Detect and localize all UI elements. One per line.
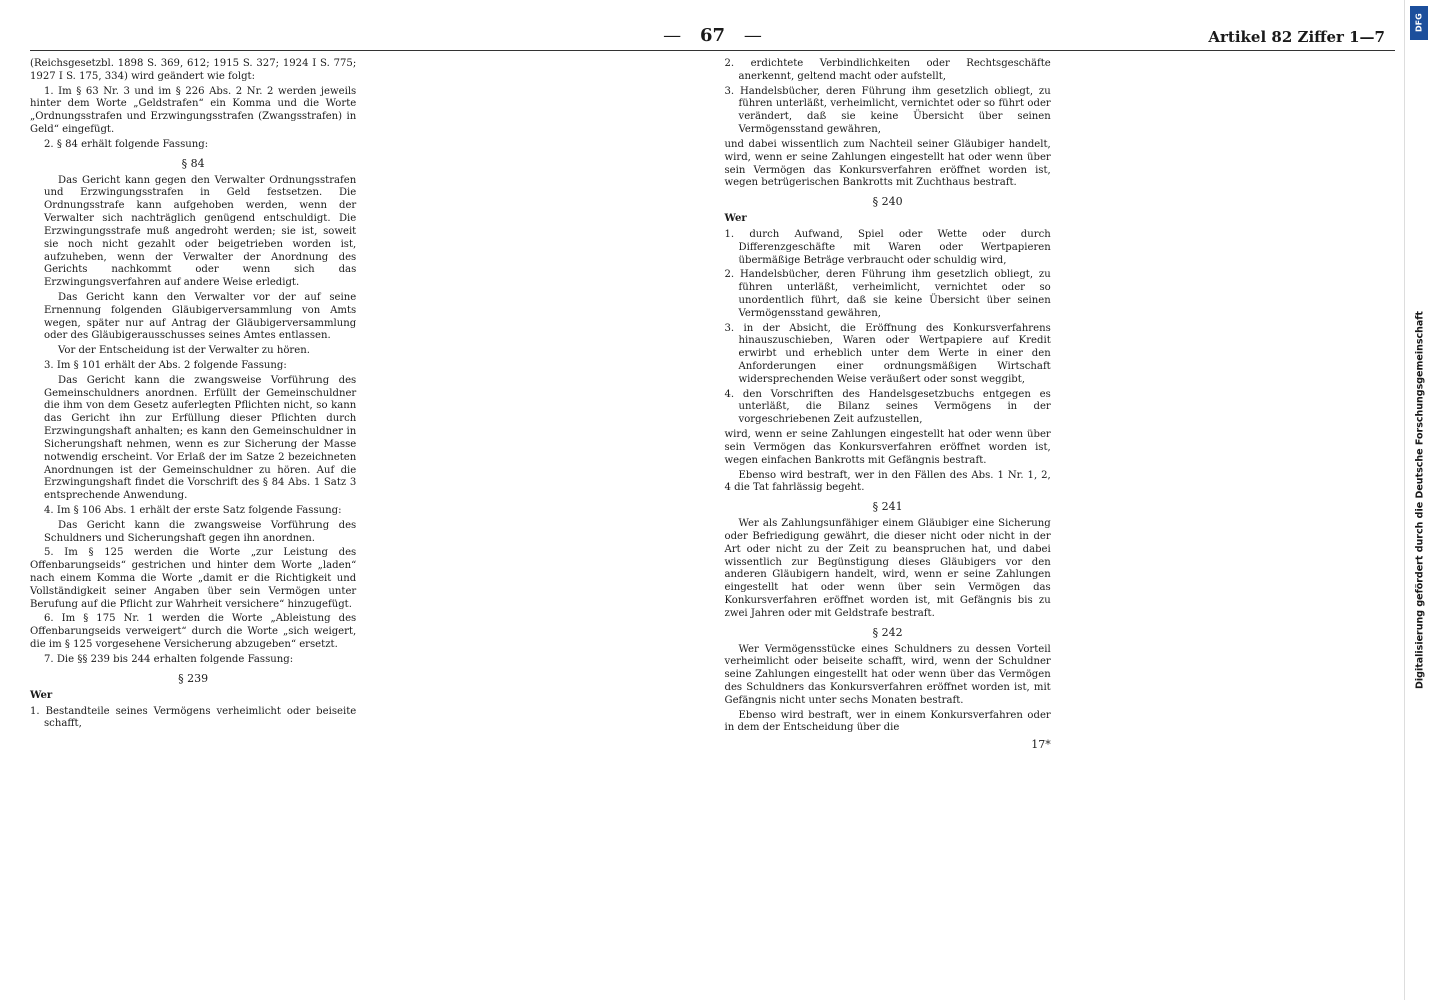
- item-1: 1. Im § 63 Nr. 3 und im § 226 Abs. 2 Nr. 2 werden jeweils hinter dem Worte „Geldstrafen“ ein Komma und die Worte „Ordnungsstrafen und Erzwingungsstrafen (Zwangsstrafen) in Geld“ eingefügt.: [30, 85, 357, 136]
- page-body: [30, 58, 1395, 994]
- section-241-text: Wer als Zahlungsunfähiger einem Gläubiger eine Sicherung oder Befriedigung gewährt, die dieser nicht oder nicht in der Art oder nicht zu der Zeit zu beanspruchen hat, und dabei wissentlich zur Begünstigung dieses Gläubigers vor den anderen Gläubigern handelt, wird, wenn er seine Zahlungen eingestellt hat oder wenn über sein Vermögen das Konkursverfahren eröffnet worden ist, mit Gefängnis bis zu zwei Jahren oder mit Geldstrafe bestraft.: [724, 518, 1051, 619]
- item-3: 3. Im § 101 erhält der Abs. 2 folgende Fassung:: [44, 360, 287, 372]
- section-242-para-2: Ebenso wird bestraft, wer in einem Konkursverfahren oder in dem der Entscheidung über die: [724, 709, 1051, 734]
- page-header: [30, 12, 1395, 51]
- article-reference: Artikel 82 Ziffer 1—7: [1208, 28, 1385, 46]
- section-84-para-2: Das Gericht kann den Verwalter vor der auf seine Ernennung folgenden Gläubigerversammlung von Amts wegen, später nur auf Antrag der Gläubigerversammlung oder des Gläubigerausschusses seines Amtes entlassen.: [44, 291, 357, 342]
- section-239-item-3: 3. Handelsbücher, deren Führung ihm gesetzlich obliegt, zu führen unterläßt, verheimlicht, vernichtet oder so führt oder verändert, daß sie keine Übersicht über seinen Vermögensstand gewähren,: [724, 85, 1051, 136]
- section-240-item-4: 4. den Vorschriften des Handelsgesetzbuchs entgegen es unterläßt, die Bilanz seines Vermögens in der vorgeschriebenen Zeit aufzustellen,: [724, 388, 1051, 426]
- item-5: 5. Im § 125 werden die Worte „zur Leistung des Offenbarungseids“ gestrichen und hinter dem Worte „laden“ nach einem Komma die Worte „damit er die Richtigkeit und Vollständigkeit seiner Angaben über sein Vermögen unter Berufung auf die Pflicht zur Wahrheit versichere“ hinzugefügt.: [30, 547, 357, 610]
- section-239-wer: Wer: [30, 689, 53, 701]
- digitization-credit: Digitalisierung gefördert durch die Deutsche Forschungsgemeinschaft: [1414, 311, 1425, 689]
- intro-paragraph: (Reichsgesetzbl. 1898 S. 369, 612; 1915 S. 327; 1924 I S. 775; 1927 I S. 175, 334) wird geändert wie folgt:: [30, 58, 357, 82]
- item-6: 6. Im § 175 Nr. 1 werden die Worte „Ableistung des Offenbarungseids verweigert“ durch die Worte „sich weigert, die im § 125 vorgesehene Versicherung abzugeben“ ersetzt.: [30, 613, 357, 651]
- section-heading-241: § 241: [872, 500, 903, 514]
- page-number: 67: [699, 25, 726, 46]
- section-101-text: Das Gericht kann die zwangsweise Vorführung des Gemeinschuldners anordnen. Erfüllt der Gemeinschuldner die ihm von dem Gesetz auferlegten Pflichten nicht, so kann das Gericht ihn zur Erfüllung dieser Pflichten durch Erzwingungshaft anhalten; es kann den Gemeinschuldner in Sicherungshaft nehmen, wenn es zur Sicherung der Masse notwendig erscheint. Vor Erlaß der im Satze 2 bezeichneten Anordnungen ist der Gemeinschuldner zu hören. Auf die Erzwingungshaft findet die Vorschrift des § 84 Abs. 1 Satz 3 entsprechende Anwendung.: [44, 374, 357, 502]
- dfg-logo: DFG: [1410, 6, 1428, 40]
- printer-signature: 17*: [1031, 738, 1051, 752]
- section-84-para-1: Das Gericht kann gegen den Verwalter Ordnungsstrafen und Erzwingungsstrafen in Geld festsetzen. Die Ordnungsstrafe kann aufgehoben werden, wenn der Verwalter sich nachträglich genügend entschuldigt. Die Erzwingungsstrafe muß angedroht werden; sie ist, soweit sie noch nicht gezahlt oder beigetrieben worden ist, aufzuheben, wenn der Verwalter der Anordnung des Gerichts nachkommt oder wenn sich das Erzwingungsverfahren auf andere Weise erledigt.: [44, 174, 357, 289]
- header-dash-right: —: [743, 25, 762, 46]
- section-106-text: Das Gericht kann die zwangsweise Vorführung des Schuldners und Sicherungshaft gegen ihn anordnen.: [44, 519, 357, 544]
- section-239-closing: und dabei wissentlich zum Nachteil seiner Gläubiger handelt, wird, wenn er seine Zahlungen eingestellt hat oder wenn über sein Vermögen das Konkursverfahren eröffnet worden ist, wegen betrügerischen Bankrotts mit Zuchthaus bestraft.: [724, 138, 1051, 189]
- section-239-item-1: 1. Bestandteile seines Vermögens verheimlicht oder beiseite schafft,: [30, 705, 357, 730]
- left-text-column: [30, 58, 701, 994]
- item-7: 7. Die §§ 239 bis 244 erhalten folgende Fassung:: [44, 653, 294, 665]
- header-dash-left: —: [663, 25, 682, 46]
- section-240-item-2: 2. Handelsbücher, deren Führung ihm gesetzlich obliegt, zu führen unterläßt, verheimlicht, vernichtet oder so unordentlich führt, daß sie keine Übersicht über seinen Vermögensstand gewähren,: [724, 269, 1051, 319]
- section-240-item-3: 3. in der Absicht, die Eröffnung des Konkursverfahrens hinauszuschieben, Waren oder Wertpapiere auf Kredit erwirbt und erheblich unter dem Werte in einer den Anforderungen einer ordnungsmäßigen Wirtschaft widersprechenden Weise veräußert oder sonst weggibt,: [724, 322, 1051, 385]
- digitization-sidebar: [1404, 0, 1434, 1000]
- section-heading-84: § 84: [181, 156, 205, 170]
- section-242-text: Wer Vermögensstücke eines Schuldners zu dessen Vorteil verheimlicht oder beiseite schafft, wird, wenn der Schuldner seine Zahlungen eingestellt hat oder wenn über das Vermögen des Schuldners das Konkursverfahren eröffnet worden ist, mit Gefängnis nicht unter sechs Monaten bestraft.: [724, 643, 1051, 706]
- section-84-para-3: Vor der Entscheidung ist der Verwalter zu hören.: [58, 345, 310, 357]
- right-text-column: [725, 58, 1396, 994]
- page-number-line: [30, 25, 1395, 46]
- section-240-para-2: Ebenso wird bestraft, wer in den Fällen des Abs. 1 Nr. 1, 2, 4 die Tat fahrlässig begeht.: [724, 469, 1051, 494]
- section-239-item-2: 2. erdichtete Verbindlichkeiten oder Rechtsgeschäfte anerkennt, geltend macht oder aufstellt,: [724, 58, 1051, 82]
- section-heading-242: § 242: [872, 625, 903, 639]
- section-heading-240: § 240: [872, 195, 903, 209]
- section-heading-239: § 239: [178, 671, 209, 685]
- section-240-closing: wird, wenn er seine Zahlungen eingestellt hat oder wenn über sein Vermögen das Konkursverfahren eröffnet worden ist, wegen einfachen Bankrotts mit Gefängnis bestraft.: [724, 429, 1051, 466]
- item-2: 2. § 84 erhält folgende Fassung:: [44, 138, 209, 150]
- section-240-wer: Wer: [724, 213, 747, 225]
- section-240-item-1: 1. durch Aufwand, Spiel oder Wette oder durch Differenzgeschäfte mit Waren oder Wertpapieren übermäßige Beträge verbraucht oder schuldig wird,: [724, 228, 1051, 266]
- item-4: 4. Im § 106 Abs. 1 erhält der erste Satz folgende Fassung:: [44, 504, 342, 516]
